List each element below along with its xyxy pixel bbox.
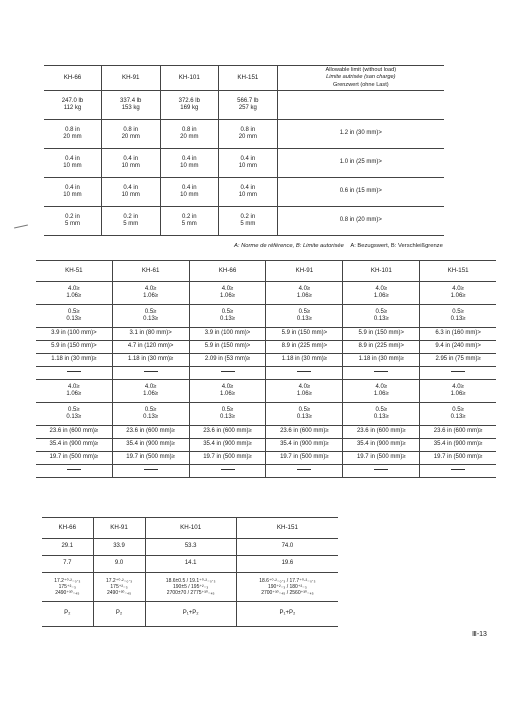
t2-cell: 4.0≥ 1.06≥ [343,282,420,305]
t2-cell: 0.5≥ 0.13≥ [36,403,112,426]
t1-cell: 0.8 in 20 mm [44,120,101,149]
reference-note [234,243,443,249]
t2-cell [36,465,112,478]
dash-mark [374,371,388,372]
t2-cell [36,367,112,380]
table-row [44,91,444,120]
t2-cell [343,367,420,380]
t2-cell: 4.0≥ 1.06≥ [266,380,343,403]
t1-cell: 0.4 in 10 mm [44,149,101,178]
t1-cell: 0.8 in 20 mm [160,120,219,149]
t2-cell: 0.5≥ 0.13≥ [343,403,420,426]
table-row [44,178,444,207]
t2-cell [112,465,189,478]
t2-cell: 19.7 in (500 mm)≥ [112,452,189,465]
t1-cell: 0.4 in 10 mm [219,178,278,207]
table-row [44,120,444,149]
t2-cell [266,465,343,478]
t2-cell: 0.5≥ 0.13≥ [343,305,420,328]
t2-header: KH-151 [420,261,496,282]
note-fr: A: Norme de référence, B: Limite autorisée [234,243,344,249]
table-row [42,602,338,627]
t3-cell: 18.6±0.5 / 19.1⁺⁰·²₋₀·₃ 190±5 / 195⁺²₋₃ 2700±70 / 2775⁺³⁰₋₄₅ [145,573,236,602]
t2-header: KH-51 [36,261,112,282]
t2-cell: 4.0≥ 1.06≥ [420,380,496,403]
t2-cell: 0.5≥ 0.13≥ [112,305,189,328]
t2-cell: 2.95 in (75 mm)≥ [420,354,496,367]
t2-cell: 19.7 in (500 mm)≥ [189,452,266,465]
t2-cell: 0.5≥ 0.13≥ [266,403,343,426]
t2-cell: 3.9 in (100 mm)> [36,328,112,341]
t2-header: KH-91 [266,261,343,282]
note-de: A: Bezugswert, B: Verschleißgrenze [350,243,443,249]
t2-cell: 0.5≥ 0.13≥ [36,305,112,328]
dash-mark [451,469,465,470]
t2-header: KH-66 [189,261,266,282]
t2-cell [420,465,496,478]
t3-cell: P₁+P₂ [236,602,338,627]
t2-cell: 0.5≥ 0.13≥ [189,403,266,426]
dash-mark [67,469,81,470]
t2-cell: 35.4 in (900 mm)≥ [112,439,189,452]
t1-cell: 566.7 lb 257 kg [219,91,278,120]
t1-cell: 0.2 in 5 mm [44,207,101,236]
t2-cell: 1.18 in (30 mm)≥ [266,354,343,367]
t3-cell: 53.3 [145,539,236,556]
t1-limit: 0.6 in (15 mm)> [277,178,444,207]
t2-cell: 19.7 in (500 mm)≥ [266,452,343,465]
t2-cell [266,367,343,380]
t2-cell: 35.4 in (900 mm)≥ [189,439,266,452]
t2-cell: 23.6 in (600 mm)≥ [266,426,343,439]
limit-label-en: Allowable limit (without load) [325,67,397,74]
t2-cell: 1.18 in (30 mm)≥ [36,354,112,367]
t3-cell: 17.2⁺⁰·²₋₀·₃ 175⁺²₋₃ 2490⁺³⁰₋₄₅ [42,573,93,602]
t3-cell: 19.6 [236,556,338,573]
t2-cell: 0.5≥ 0.13≥ [420,305,496,328]
t2-cell: 4.0≥ 1.06≥ [36,282,112,305]
table-row [44,207,444,236]
table-row [36,439,496,452]
t1-cell: 0.4 in 10 mm [160,149,219,178]
settings-table-3 [42,517,338,627]
t2-cell: 3.1 in (80 mm)> [112,328,189,341]
table-row [36,354,496,367]
t3-cell: 33.9 [93,539,145,556]
t1-cell: 0.4 in 10 mm [44,178,101,207]
t2-cell: 8.9 in (225 mm)> [266,341,343,354]
t2-cell: 4.0≥ 1.06≥ [112,380,189,403]
t2-cell: 23.6 in (600 mm)≥ [112,426,189,439]
t2-cell: 35.4 in (900 mm)≥ [343,439,420,452]
t2-cell: 23.6 in (600 mm)≥ [189,426,266,439]
t2-cell: 4.0≥ 1.06≥ [36,380,112,403]
dash-mark [451,371,465,372]
t1-cell: 0.2 in 5 mm [160,207,219,236]
t2-cell: 4.0≥ 1.06≥ [420,282,496,305]
t3-cell: 18.6⁺⁰·²₋₀·₃ / 17.7⁺⁰·²₋₀·₃ 190⁺²₋₃ / 180⁺²₋₃ 2700⁺³⁰₋₄₅ / 2560⁺³⁰₋₄₅ [236,573,338,602]
t2-cell: 1.18 in (30 mm)≥ [343,354,420,367]
limit-label-de: Grenzwert (ohne Last) [332,81,389,88]
t2-cell: 4.0≥ 1.06≥ [266,282,343,305]
dash-mark [144,469,158,470]
t3-cell: 9.0 [93,556,145,573]
t2-cell: 35.4 in (900 mm)≥ [420,439,496,452]
t2-cell [189,465,266,478]
dash-mark [297,371,311,372]
dash-mark [67,371,81,372]
t1-header-kh101: KH-101 [160,66,219,91]
t2-cell: 8.9 in (225 mm)> [343,341,420,354]
t2-cell: 5.9 in (150 mm)> [189,341,266,354]
t2-cell: 3.9 in (100 mm)> [189,328,266,341]
t2-cell: 4.0≥ 1.06≥ [189,282,266,305]
t2-cell: 23.6 in (600 mm)≥ [343,426,420,439]
table-row [36,426,496,439]
t2-cell [343,465,420,478]
t2-cell: 9.4 in (240 mm)> [420,341,496,354]
t1-cell: 0.8 in 20 mm [101,120,160,149]
table-row [42,539,338,556]
t1-cell: 0.4 in 10 mm [101,178,160,207]
table-row [42,573,338,602]
t3-header: KH-101 [145,518,236,539]
settings-table-1 [44,65,444,236]
table-row [36,367,496,380]
t1-cell: 247.0 lb 112 kg [44,91,101,120]
settings-table-2 [36,260,496,478]
page-number: Ⅲ-13 [472,631,487,638]
t2-cell: 5.9 in (150 mm)> [36,341,112,354]
table-row [36,328,496,341]
t2-cell: 23.6 in (600 mm)≥ [420,426,496,439]
t3-cell: P₁+P₂ [145,602,236,627]
t3-cell: P₂ [93,602,145,627]
dash-mark [221,371,235,372]
t2-cell: 35.4 in (900 mm)≥ [36,439,112,452]
table-row [36,380,496,403]
t2-cell: 19.7 in (500 mm)≥ [36,452,112,465]
t1-cell: 0.2 in 5 mm [219,207,278,236]
table-row [42,556,338,573]
t2-cell: 1.18 in (30 mm)≥ [112,354,189,367]
t2-cell: 19.7 in (500 mm)≥ [343,452,420,465]
t2-cell [112,367,189,380]
t2-cell: 19.7 in (500 mm)≥ [420,452,496,465]
t2-cell [420,367,496,380]
t1-limit [277,91,444,120]
t2-cell: 2.09 in (53 mm)≥ [189,354,266,367]
t1-cell: 0.4 in 10 mm [219,149,278,178]
t2-cell: 23.6 in (600 mm)≥ [36,426,112,439]
t3-cell: 7.7 [42,556,93,573]
t1-cell: 372.6 lb 169 kg [160,91,219,120]
t2-cell: 4.0≥ 1.06≥ [112,282,189,305]
t3-cell: 29.1 [42,539,93,556]
dash-mark [144,371,158,372]
table-row [36,305,496,328]
t2-cell: 4.0≥ 1.06≥ [343,380,420,403]
t2-cell: 0.5≥ 0.13≥ [420,403,496,426]
limit-label-fr: Limite autrisée (san charge) [326,74,396,81]
t1-header-kh151: KH-151 [219,66,278,91]
t2-header: KH-101 [343,261,420,282]
t1-cell: 0.4 in 10 mm [101,149,160,178]
t1-limit: 1.0 in (25 mm)> [277,149,444,178]
t3-cell: 17.2⁺⁰·²₋₀·₃ 175⁺²₋₃ 2490⁺³⁰₋₄₅ [93,573,145,602]
t3-header: KH-151 [236,518,338,539]
margin-pencil-mark [14,225,28,229]
t2-header: KH-61 [112,261,189,282]
t2-cell: 4.7 in (120 mm)> [112,341,189,354]
t2-cell: 35.4 in (900 mm)≥ [266,439,343,452]
t3-cell: P₂ [42,602,93,627]
t2-cell [189,367,266,380]
t1-cell: 0.8 in 20 mm [219,120,278,149]
t1-limit: 0.8 in (20 mm)> [277,207,444,236]
table-row [36,452,496,465]
t1-cell: 0.4 in 10 mm [160,178,219,207]
t3-header: KH-66 [42,518,93,539]
dash-mark [374,469,388,470]
table-row [36,341,496,354]
t2-cell: 4.0≥ 1.06≥ [189,380,266,403]
t1-cell: 337.4 lb 153 kg [101,91,160,120]
t1-limit: 1.2 in (30 mm)> [277,120,444,149]
t3-cell: 14.1 [145,556,236,573]
t1-header-limit [277,66,444,91]
t2-cell: 5.9 in (150 mm)> [266,328,343,341]
table-row [36,403,496,426]
t2-cell: 0.5≥ 0.13≥ [112,403,189,426]
t1-cell: 0.2 in 5 mm [101,207,160,236]
dash-mark [297,469,311,470]
t2-cell: 5.9 in (150 mm)> [343,328,420,341]
table-row [36,282,496,305]
t3-cell: 74.0 [236,539,338,556]
table-row [44,149,444,178]
t1-header-kh91: KH-91 [101,66,160,91]
table-row [36,465,496,478]
dash-mark [221,469,235,470]
t3-header: KH-91 [93,518,145,539]
t2-cell: 6.3 in (160 mm)> [420,328,496,341]
t2-cell: 0.5≥ 0.13≥ [189,305,266,328]
t1-header-kh66: KH-66 [44,66,101,91]
t2-cell: 0.5≥ 0.13≥ [266,305,343,328]
